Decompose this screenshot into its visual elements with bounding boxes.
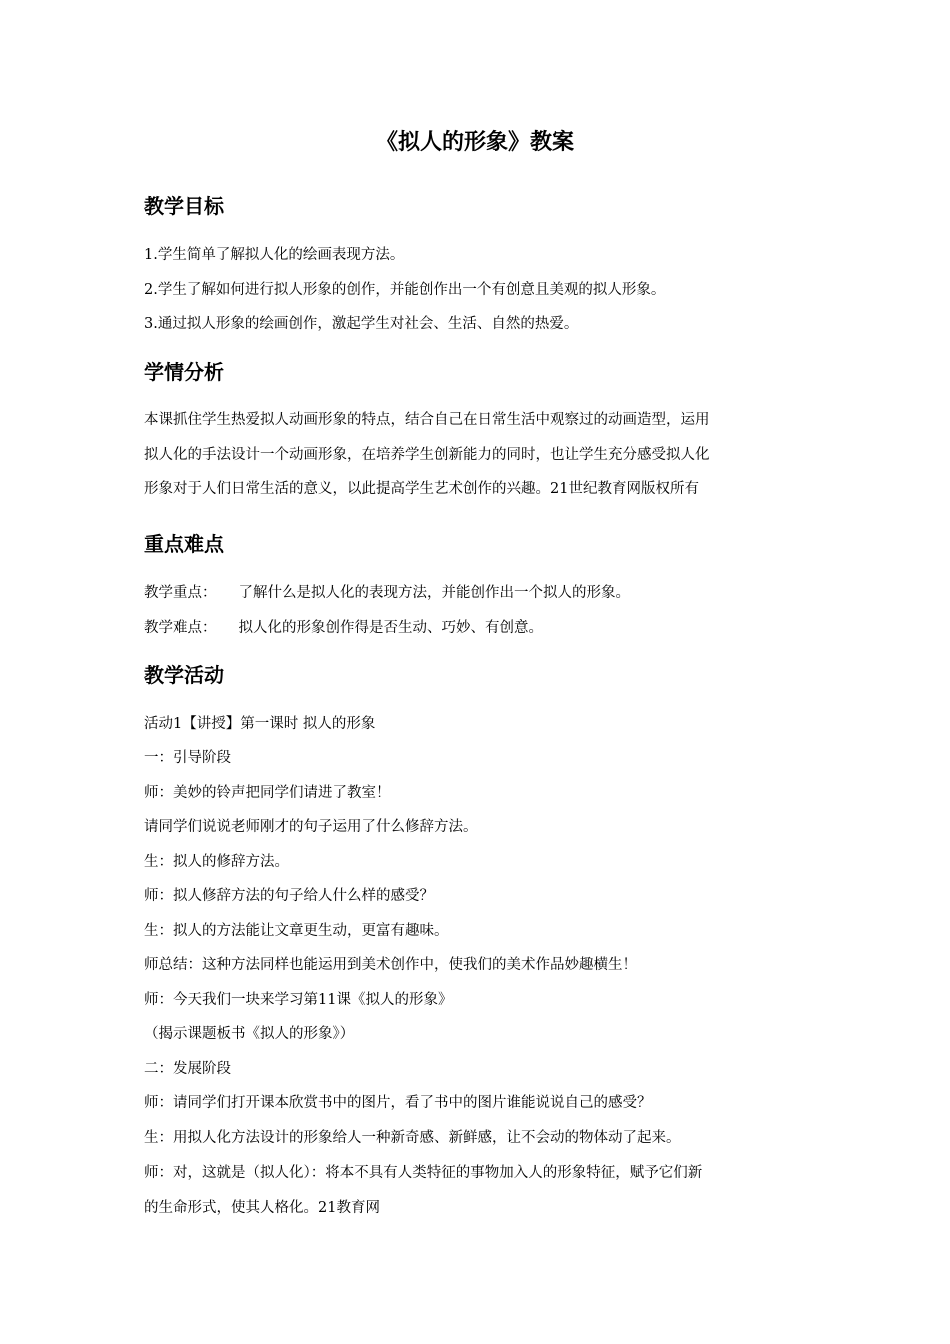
activity-line: 师：请同学们打开课本欣赏书中的图片，看了书中的图片谁能说说自己的感受？ xyxy=(144,1095,652,1111)
analysis-line: 本课抓住学生热爱拟人动画形象的特点，结合自己在日常生活中观察过的动画造型，运用 xyxy=(144,412,710,428)
activity-line: 请同学们说说老师刚才的句子运用了什么修辞方法。 xyxy=(144,819,478,835)
difficulty-text: 拟人化的形象创作得是否生动、巧妙、有创意。 xyxy=(238,620,543,636)
activity-final-line: 的生命形式，使其人格化。21教育网 xyxy=(144,1199,380,1216)
activity-final-paragraph xyxy=(144,1156,808,1225)
activity-line: 师：今天我们一块来学习第11课《拟人的形象》 xyxy=(144,992,453,1008)
activity-line: 生：用拟人化方法设计的形象给人一种新奇感、新鲜感，让不会动的物体动了起来。 xyxy=(144,1130,681,1146)
activity-line: 二：发展阶段 xyxy=(144,1061,231,1077)
heading-analysis: 学情分析 xyxy=(144,360,224,384)
heading-activities: 教学活动 xyxy=(144,663,224,687)
analysis-line: 形象对于人们日常生活的意义，以此提高学生艺术创作的兴趣。21世纪教育网版权所有 xyxy=(144,481,699,497)
heading-keypoints: 重点难点 xyxy=(144,532,224,556)
activity-final-line: 师：对，这就是（拟人化）：将本不具有人类特征的事物加入人的形象特征，赋予它们新 xyxy=(144,1165,703,1181)
focus-label: 教学重点： xyxy=(144,585,217,601)
activity-line: 师：拟人修辞方法的句子给人什么样的感受？ xyxy=(144,888,434,904)
objective-item: 3.通过拟人形象的绘画创作，激起学生对社会、生活、自然的热爱。 xyxy=(144,316,579,332)
analysis-line: 拟人化的手法设计一个动画形象，在培养学生创新能力的同时，也让学生充分感受拟人化 xyxy=(144,446,710,463)
analysis-paragraph xyxy=(144,403,808,507)
activity-line: 生：拟人的修辞方法。 xyxy=(144,854,289,870)
teaching-focus xyxy=(144,582,630,604)
heading-objectives: 教学目标 xyxy=(144,194,224,218)
document-title: 《拟人的形象》教案 xyxy=(375,130,574,155)
activity-line: 生：拟人的方法能让文章更生动，更富有趣味。 xyxy=(144,923,449,939)
teaching-difficulty xyxy=(144,617,543,639)
objective-item: 1.学生简单了解拟人化的绘画表现方法。 xyxy=(144,247,405,263)
activity-line: 师总结：这种方法同样也能运用到美术创作中，使我们的美术作品妙趣横生！ xyxy=(144,957,637,973)
difficulty-label: 教学难点： xyxy=(144,620,217,636)
activity-line: 活动1【讲授】第一课时 拟人的形象 xyxy=(144,716,376,732)
focus-text: 了解什么是拟人化的表现方法，并能创作出一个拟人的形象。 xyxy=(238,585,630,601)
objective-item: 2.学生了解如何进行拟人形象的创作，并能创作出一个有创意且美观的拟人形象。 xyxy=(144,282,666,298)
activity-line: 师：美妙的铃声把同学们请进了教室！ xyxy=(144,785,391,801)
activity-line: 一：引导阶段 xyxy=(144,750,231,766)
activity-line: （揭示课题板书《拟人的形象》） xyxy=(144,1026,355,1042)
